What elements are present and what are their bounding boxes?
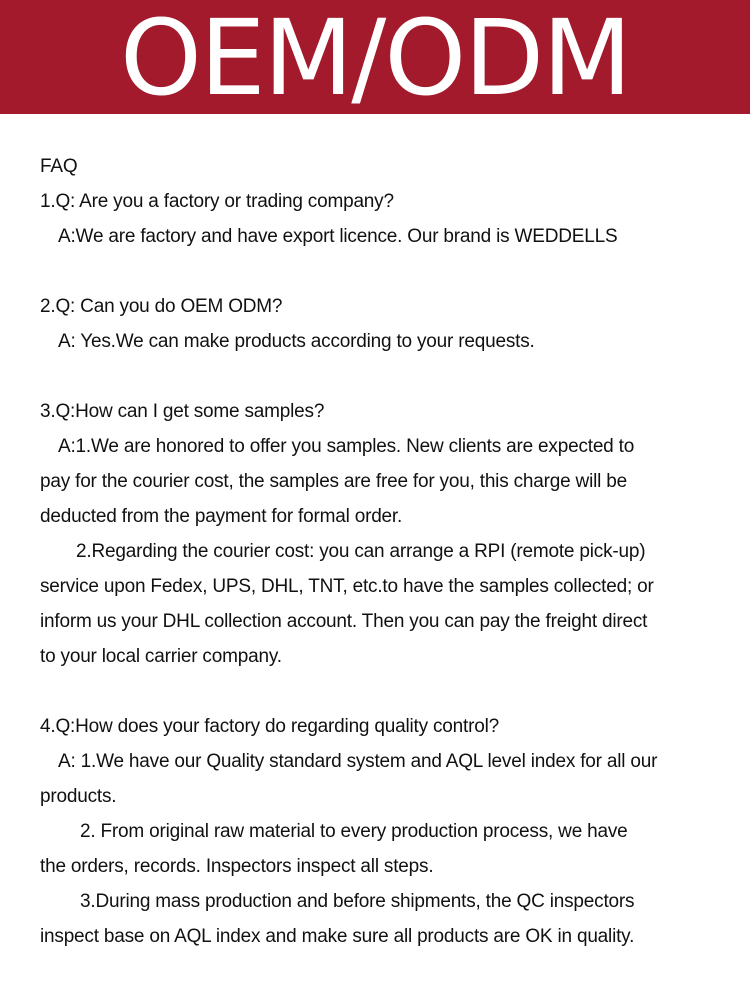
faq-q4-answer-line: A: 1.We have our Quality standard system and AQL level index for all our xyxy=(58,751,658,772)
faq-q1-question: 1.Q: Are you a factory or trading company? xyxy=(40,191,394,212)
faq-q4-answer-line: 3.During mass production and before shipments, the QC inspectors xyxy=(80,891,635,912)
faq-q1-answer: A:We are factory and have export licence. Our brand is WEDDELLS xyxy=(58,226,618,247)
faq-q3-answer-line: inform us your DHL collection account. Then you can pay the freight direct xyxy=(40,611,648,632)
faq-q3-answer-line: pay for the courier cost, the samples are free for you, this charge will be xyxy=(40,471,627,492)
faq-q3-question: 3.Q:How can I get some samples? xyxy=(40,401,325,422)
faq-heading: FAQ xyxy=(40,156,78,177)
title-banner xyxy=(0,0,750,119)
faq-q3-answer-line: to your local carrier company. xyxy=(40,646,282,667)
faq-q2-answer: A: Yes.We can make products according to your requests. xyxy=(58,331,535,352)
faq-q4-answer-line: the orders, records. Inspectors inspect all steps. xyxy=(40,856,434,877)
faq-q4-answer-line: 2. From original raw material to every production process, we have xyxy=(80,821,628,842)
faq-q3-answer-line: service upon Fedex, UPS, DHL, TNT, etc.to have the samples collected; or xyxy=(40,576,654,597)
faq-q3-answer-line: 2.Regarding the courier cost: you can arrange a RPI (remote pick-up) xyxy=(76,541,646,562)
faq-q4-question: 4.Q:How does your factory do regarding quality control? xyxy=(40,716,499,737)
faq-q4-answer-line: products. xyxy=(40,786,117,807)
banner-title: OEM/ODM xyxy=(119,0,630,119)
faq-q4-answer-line: inspect base on AQL index and make sure all products are OK in quality. xyxy=(40,926,635,947)
faq-q2-question: 2.Q: Can you do OEM ODM? xyxy=(40,296,283,317)
faq-q3-answer-line: deducted from the payment for formal order. xyxy=(40,506,403,527)
faq-q3-answer-line: A:1.We are honored to offer you samples. New clients are expected to xyxy=(58,436,635,457)
